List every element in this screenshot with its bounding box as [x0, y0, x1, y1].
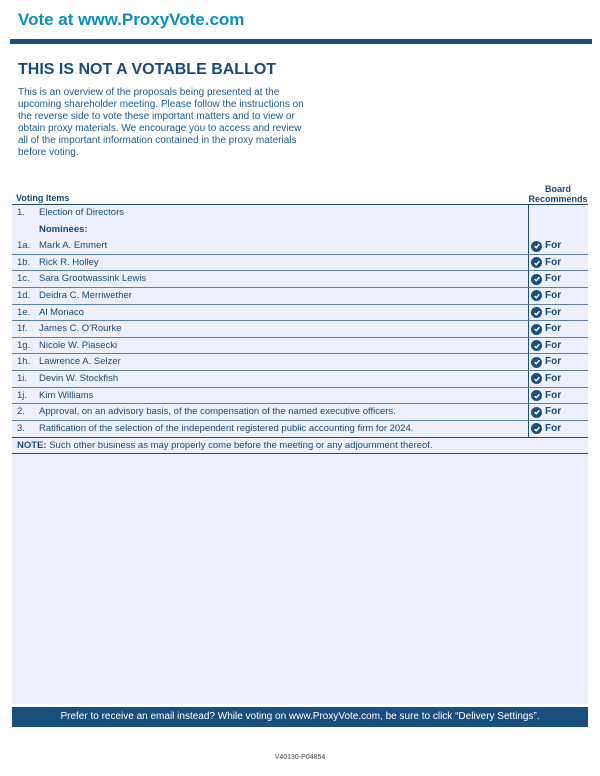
check-circle-icon [531, 257, 542, 268]
recommendation-label: For [545, 422, 562, 434]
recommendation-label: For [545, 339, 562, 351]
item-number: 1g. [17, 339, 31, 351]
item-text: Kim Williams [39, 389, 94, 401]
item-number: 1j. [17, 389, 28, 401]
voting-items-table [12, 205, 588, 437]
recommendation-label: For [545, 389, 562, 401]
item-text: Nicole W. Piasecki [39, 339, 118, 351]
item-number: 1a. [17, 240, 31, 252]
table-row [12, 255, 588, 272]
item-number: 1f. [17, 323, 28, 335]
item-text: Rick R. Holley [39, 256, 99, 268]
check-circle-icon [531, 307, 542, 318]
item-text: Deidra C. Merriwether [39, 289, 132, 301]
recommendation-label: For [545, 240, 562, 252]
item-number: 1b. [17, 256, 31, 268]
column-header-board-recommends [527, 184, 589, 204]
item-number: 1i. [17, 372, 28, 384]
table-row [12, 388, 588, 405]
nominees-label: Nominees: [39, 223, 88, 235]
check-circle-icon [531, 324, 542, 335]
recommendation-label: For [545, 256, 562, 268]
table-row [12, 288, 588, 305]
item-text: Approval, on an advisory basis, of the compensation of the named executive officers. [39, 406, 396, 418]
board-header-line2: Recommends [528, 194, 588, 204]
table-row [12, 404, 588, 421]
board-recommendation [531, 257, 561, 269]
document-code: V40130-P04854 [274, 754, 326, 761]
check-circle-icon [531, 274, 542, 285]
item-text: Devin W. Stockfish [39, 372, 119, 384]
check-circle-icon [531, 290, 542, 301]
item-text: Al Monaco [39, 306, 84, 318]
recommendation-label: For [545, 323, 562, 335]
item-number: 1c. [17, 273, 30, 285]
item-number: 1. [17, 207, 25, 218]
board-recommendation [531, 323, 561, 335]
board-recommendation [531, 356, 561, 368]
note-content [17, 438, 433, 453]
item-number: 3. [17, 422, 25, 434]
recommendation-label: For [545, 306, 562, 318]
board-recommendation [531, 340, 561, 352]
board-recommendation [531, 273, 561, 285]
note-text: Such other business as may properly come before the meeting or any adjournment thereof. [46, 440, 433, 451]
check-circle-icon [531, 373, 542, 384]
item-text: Mark A. Emmert [39, 240, 108, 252]
board-recommendation [531, 423, 561, 435]
recommendation-label: For [545, 289, 562, 301]
board-recommendation [531, 373, 561, 385]
recommendation-label: For [545, 372, 562, 384]
recommendation-label: For [545, 273, 562, 285]
item-text: James C. O'Rourke [39, 323, 122, 335]
ballot-title: THIS IS NOT A VOTABLE BALLOT [18, 61, 277, 78]
board-recommendation [531, 307, 561, 319]
item-number: 1h. [17, 356, 31, 368]
table-row [12, 354, 588, 371]
note-label: NOTE: [17, 440, 47, 451]
board-recommendation [531, 240, 561, 252]
item-number: 1e. [17, 306, 31, 318]
check-circle-icon [531, 340, 542, 351]
check-circle-icon [531, 423, 542, 434]
footer-banner: Prefer to receive an email instead? While voting on www.ProxyVote.com, be sure to click “Delivery Settings”. [12, 707, 588, 727]
table-row [12, 321, 588, 338]
item-text: Sara Grootwassink Lewis [39, 273, 147, 285]
item-text: Lawrence A. Selzer [39, 356, 121, 368]
check-circle-icon [531, 390, 542, 401]
board-recommendation [531, 406, 561, 418]
board-recommendation [531, 390, 561, 402]
check-circle-icon [531, 241, 542, 252]
item-text: Ratification of the selection of the independent registered public accounting firm for 2024. [39, 422, 414, 434]
table-row [12, 421, 588, 438]
check-circle-icon [531, 357, 542, 368]
board-header-line1: Board [544, 184, 571, 194]
table-row [12, 271, 588, 288]
check-circle-icon [531, 407, 542, 418]
item-text: Election of Directors [39, 207, 125, 218]
table-row [12, 238, 588, 255]
note-row [12, 437, 588, 454]
recommendation-label: For [545, 356, 562, 368]
item-number: 1d. [17, 289, 31, 301]
table-row [12, 305, 588, 322]
item-number: 2. [17, 406, 25, 418]
table-row [12, 371, 588, 388]
header-title: Vote at www.ProxyVote.com [18, 10, 245, 29]
header-rule [10, 39, 592, 44]
column-header-voting-items: Voting Items [16, 193, 70, 203]
table-row [12, 205, 588, 222]
ballot-intro: This is an overview of the proposals being presented at the upcoming shareholder meeting. Please follow the instructions on the reverse side to vote these important matters and to view or obtain proxy materials. We encourage you to access and review all of the important information contained in the proxy materials before voting. [18, 87, 304, 158]
table-row [12, 222, 588, 239]
recommendation-label: For [545, 406, 562, 418]
table-row [12, 338, 588, 355]
board-recommendation [531, 290, 561, 302]
